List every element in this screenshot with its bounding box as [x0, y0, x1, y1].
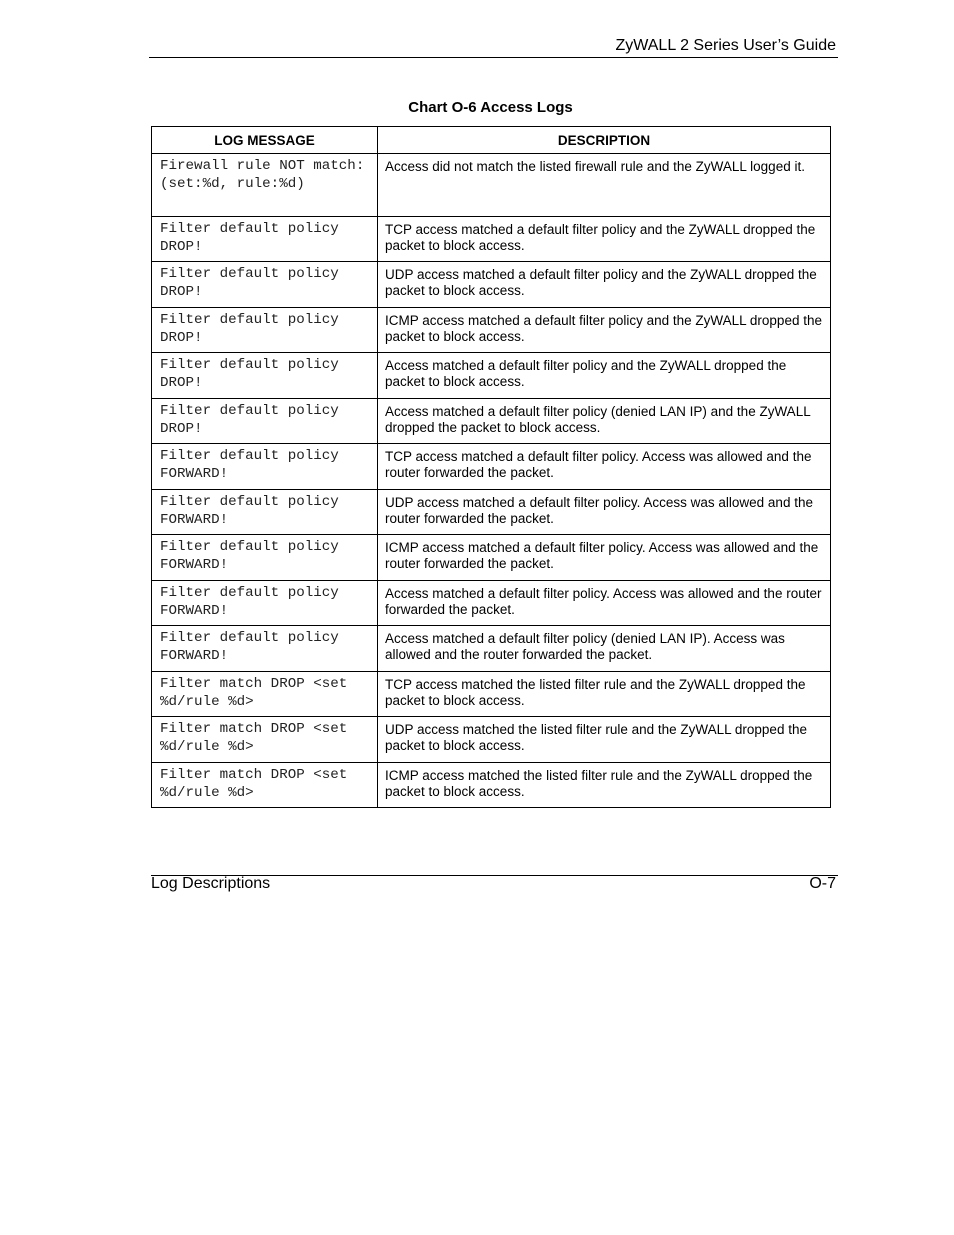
description-cell: Access matched a default filter policy. Access was allowed and the router forwarded the packet. [378, 581, 831, 626]
description-cell: ICMP access matched a default filter policy and the ZyWALL dropped the packet to block access. [378, 308, 831, 353]
table-row [152, 353, 831, 399]
description-cell: ICMP access matched the listed filter rule and the ZyWALL dropped the packet to block access. [378, 763, 831, 808]
description-cell: Access did not match the listed firewall rule and the ZyWALL logged it. [378, 154, 831, 217]
log-message-cell: Filter default policy FORWARD! [152, 444, 378, 490]
log-message-cell: Filter default policy FORWARD! [152, 581, 378, 626]
log-message-cell: Filter default policy DROP! [152, 262, 378, 308]
log-message-cell: Firewall rule NOT match: (set:%d, rule:%d) [152, 154, 378, 217]
log-message-cell: Filter default policy DROP! [152, 217, 378, 262]
table-row [152, 672, 831, 717]
description-cell: TCP access matched a default filter policy and the ZyWALL dropped the packet to block access. [378, 217, 831, 262]
log-message-cell: Filter default policy FORWARD! [152, 626, 378, 672]
log-message-cell: Filter default policy FORWARD! [152, 490, 378, 535]
description-cell: Access matched a default filter policy (denied LAN IP) and the ZyWALL dropped the packet to block access. [378, 399, 831, 444]
column-header-log-message: LOG MESSAGE [152, 127, 378, 154]
page-number: O-7 [809, 875, 836, 892]
description-cell: Access matched a default filter policy (denied LAN IP). Access was allowed and the router forwarded the packet. [378, 626, 831, 672]
log-message-cell: Filter default policy DROP! [152, 308, 378, 353]
table-row [152, 308, 831, 353]
table-row [152, 535, 831, 581]
header-rule [149, 57, 838, 58]
log-message-cell: Filter match DROP <set %d/rule %d> [152, 717, 378, 763]
table-row [152, 154, 831, 217]
log-message-cell: Filter default policy DROP! [152, 353, 378, 399]
chart-caption: Chart O-6 Access Logs [408, 99, 573, 116]
description-cell: UDP access matched a default filter policy and the ZyWALL dropped the packet to block access. [378, 262, 831, 308]
description-cell: TCP access matched the listed filter rule and the ZyWALL dropped the packet to block access. [378, 672, 831, 717]
log-message-cell: Filter default policy FORWARD! [152, 535, 378, 581]
table-row [152, 626, 831, 672]
column-header-description: DESCRIPTION [378, 127, 831, 154]
description-cell: TCP access matched a default filter policy. Access was allowed and the router forwarded the packet. [378, 444, 831, 490]
table-row [152, 444, 831, 490]
description-cell: UDP access matched the listed filter rule and the ZyWALL dropped the packet to block access. [378, 717, 831, 763]
table-row [152, 581, 831, 626]
table-row [152, 399, 831, 444]
table-row [152, 217, 831, 262]
log-message-cell: Filter match DROP <set %d/rule %d> [152, 763, 378, 808]
footer-section-title: Log Descriptions [151, 875, 271, 892]
log-message-cell: Filter default policy DROP! [152, 399, 378, 444]
table-row [152, 763, 831, 808]
log-message-cell: Filter match DROP <set %d/rule %d> [152, 672, 378, 717]
table-row [152, 262, 831, 308]
table-row [152, 490, 831, 535]
table-row [152, 717, 831, 763]
table-header-row [152, 127, 831, 154]
description-cell: UDP access matched a default filter policy. Access was allowed and the router forwarded the packet. [378, 490, 831, 535]
description-cell: ICMP access matched a default filter policy. Access was allowed and the router forwarded the packet. [378, 535, 831, 581]
access-logs-table [151, 126, 831, 808]
description-cell: Access matched a default filter policy and the ZyWALL dropped the packet to block access. [378, 353, 831, 399]
header-title: ZyWALL 2 Series User’s Guide [615, 37, 836, 54]
